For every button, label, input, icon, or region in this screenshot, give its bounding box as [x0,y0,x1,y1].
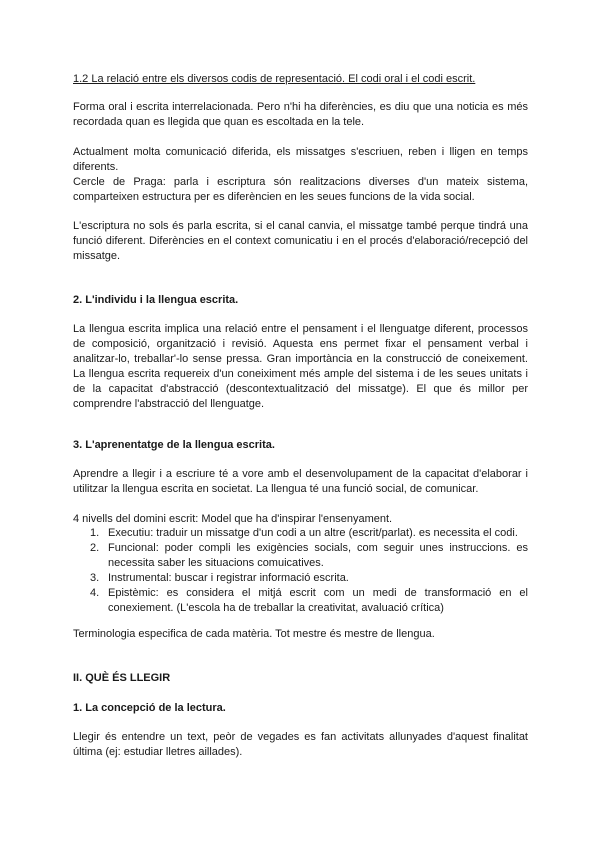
levels-list [73,526,528,616]
section-heading-3: 3. L'aprenentatge de la llengua escrita. [73,439,275,451]
list-item [73,586,528,616]
subsection-heading-reading-concept: 1. La concepció de la lectura. [73,702,226,714]
list-item-number: 4. [90,587,100,599]
list-item-number: 2. [90,542,100,554]
list-item-text: Executiu: traduir un missatge d'un codi a un altre (escrit/parlat). es necessita el codi. [108,527,518,539]
section-heading-1-2: 1.2 La relació entre els diversos codis de representació. El codi oral i el codi escrit. [73,73,476,85]
paragraph-learning-to-read: Aprendre a llegir i a escriure té a vore amb el desenvolupament de la capacitat d'elaborar i utilitzar la llengua escrita en societat. La llengua té una funció social, de comunicar. [73,468,528,495]
paragraph-four-levels-intro: 4 nivells del domini escrit: Model que ha d'inspirar l'ensenyament. [73,513,393,525]
list-item-text: Funcional: poder compli les exigències socials, com seguir unes instruccions. es necessita saber les situacions comuicatives. [108,542,528,569]
paragraph-terminology: Terminologia especifica de cada matèria. Tot mestre és mestre de llengua. [73,628,435,640]
list-item-number: 1. [90,527,100,539]
paragraph-reading-definition: Llegir és entendre un text, peòr de vegades es fan activitats allunyades d'aquest finalitat última (ej: estudiar lletres aillades). [73,731,528,758]
paragraph-writing-not-speech: L'escriptura no sols és parla escrita, si el canal canvia, el missatge també perque tindrá una funció diferent. Diferències en el context comunicatiu i en el procés d'elaboració/recepció del missatge. [73,220,528,262]
section-heading-ii: II. QUÈ ÉS LLEGIR [73,672,171,684]
paragraph-written-language-thought: La llengua escrita implica una relació entre el pensament i el llenguatge diferent, processos de composició, organització i revisió. Aquesta ens permet fixar el pensament verbal i analitzar-lo, treballar'-lo sense pressa. Gran importància en la construcció de coneixement. La llengua escrita requereix d'un coneiximent més ample del sistema i de les seues unitats i de la capacitat d'abstracció (descontextualització del missatge). El que és millor per comprendre l'abstracció del llenguatge. [73,323,528,410]
list-item [73,526,528,541]
list-item-text: Epistèmic: es considera el mitjá escrit com un medi de transformació en el conexiement. (L'escola ha de treballar la creativitat, avaluació crítica) [108,587,528,614]
paragraph-prague-circle: Cercle de Praga: parla i escriptura són realitzacions diverses d'un mateix sistema, comparteixen estructura per es diferèncien en les seues funcions de la vida social. [73,176,528,203]
paragraph-deferred-communication: Actualment molta comunicació diferida, els missatges s'escriuen, reben i lligen en temps diferents. [73,146,528,173]
list-item-text: Instrumental: buscar i registrar informació escrita. [108,572,349,584]
paragraph-oral-written: Forma oral i escrita interrelacionada. Pero n'hi ha diferències, es diu que una noticia es més recordada quan es llegida que quan es escoltada en la tele. [73,101,528,128]
list-item [73,541,528,571]
section-heading-2: 2. L'individu i la llengua escrita. [73,294,239,306]
list-item-number: 3. [90,572,100,584]
list-item [73,571,528,586]
